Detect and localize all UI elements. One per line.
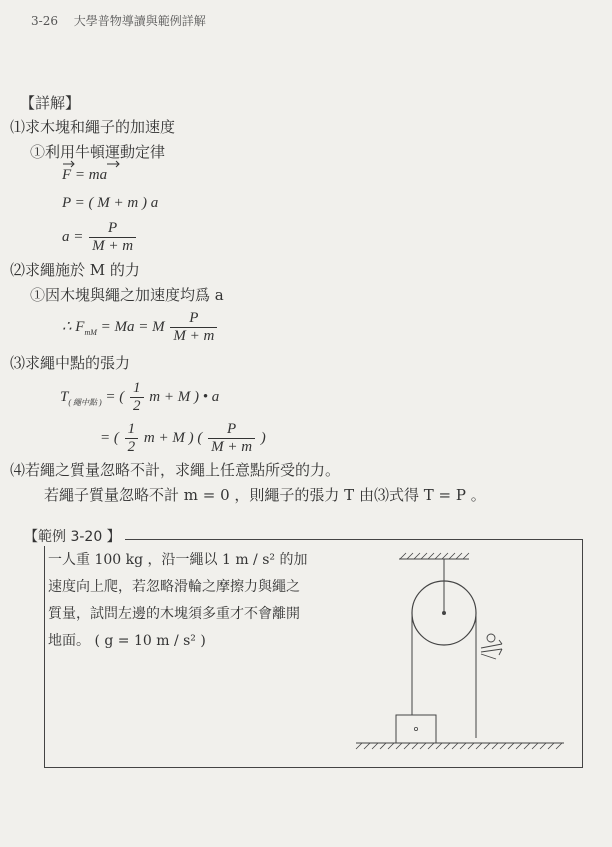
page-header <box>31 12 206 29</box>
example-line: 地面。 ( g = 10 m / s² ) <box>48 633 206 649</box>
ceiling-hatching <box>400 553 469 559</box>
eq-acc-denominator: M + m <box>89 237 136 255</box>
floor-hatching <box>356 743 562 749</box>
eq-tension-lhs: T <box>60 388 69 405</box>
eq-tension-subscript: ( 繩中點 ) <box>68 397 102 407</box>
half2-denominator: 2 <box>125 438 139 456</box>
eq-tension-half <box>130 380 144 415</box>
eq-tension2-half <box>125 421 139 456</box>
eq-acceleration <box>62 220 138 255</box>
book-title: 大學普物導讀與範例詳解 <box>73 14 206 28</box>
eq-tension2-denominator: M + m <box>208 438 255 456</box>
step2-sub: ①因木塊與繩之加速度均爲 a <box>30 286 224 304</box>
eq-tension-rest: m + M ) • a <box>149 388 220 405</box>
eq-rope-denominator: M + m <box>170 327 217 345</box>
eq-tension2-numerator: P <box>226 421 237 437</box>
eq-tension2-mid: m + M ) ( <box>143 429 203 446</box>
eq-rope-mid: = Ma = M <box>100 318 165 335</box>
eq-rope-fraction <box>170 310 217 345</box>
eq-rope-subscript: mM <box>84 327 97 337</box>
eq-acc-numerator: P <box>108 220 118 236</box>
step1-heading: ⑴求木塊和繩子的加速度 <box>10 118 176 136</box>
step2-heading: ⑵求繩施於 M 的力 <box>10 261 140 279</box>
pulley-axle <box>442 611 446 615</box>
eq-tension2-fraction <box>208 421 255 456</box>
eq-acc-lhs: a = <box>62 228 84 245</box>
eq-newton-text: F = ma <box>62 167 108 183</box>
block-hook <box>414 727 417 730</box>
eq-newton <box>62 167 107 184</box>
step4-body: 若繩子質量忽略不計 m = 0 ，則繩子的張力 T 由⑶式得 T = P 。 <box>44 486 486 504</box>
eq-tension2-close: ) <box>260 429 266 446</box>
eq-acc-fraction <box>89 220 136 255</box>
step1-sub: ①利用牛頓運動定律 <box>30 143 166 161</box>
eq-rope-numerator: P <box>189 310 199 326</box>
half-numerator: 1 <box>133 380 141 396</box>
eq-tension-2 <box>100 421 266 456</box>
climbing-person <box>481 634 502 659</box>
vector-arrows <box>62 159 132 183</box>
example-title: 【範例 3-20 】 <box>20 526 125 546</box>
half-denominator: 2 <box>130 397 144 415</box>
eq-tension2-open: = ( <box>100 429 119 446</box>
example-line: 速度向上爬，若忽略滑輪之摩擦力與繩之 <box>48 579 300 595</box>
eq-tension-1 <box>60 380 219 415</box>
eq-rope-prefix: ∴ F <box>62 318 85 335</box>
eq-force-total: P = ( M + m ) a <box>62 195 159 211</box>
eq-rope-force <box>62 310 219 345</box>
pulley-diagram <box>344 545 579 760</box>
example-line: 質量，試問左邊的木塊須多重才不會離開 <box>48 606 300 622</box>
section-title: 【詳解】 <box>20 94 81 112</box>
wooden-block <box>396 715 436 743</box>
example-text <box>48 547 348 655</box>
example-line: 一人重 100 kg ，沿一繩以 1 m / s² 的加 <box>48 552 308 568</box>
eq-tension-open: = ( <box>105 388 125 405</box>
step3-heading: ⑶求繩中點的張力 <box>10 354 131 372</box>
step4-heading: ⑷若繩之質量忽略不計，求繩上任意點所受的力。 <box>10 461 341 479</box>
half2-numerator: 1 <box>127 421 136 437</box>
page-number: 3-26 <box>31 14 58 28</box>
